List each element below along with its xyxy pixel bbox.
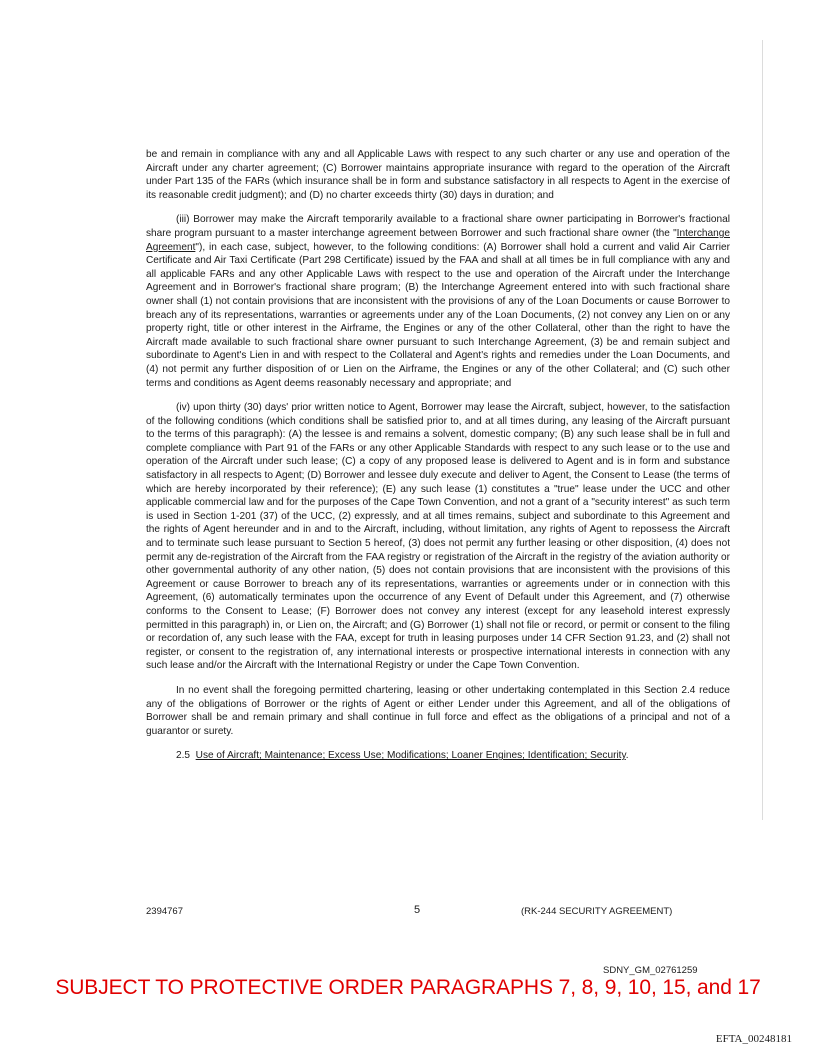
section-2-5-title: Use of Aircraft; Maintenance; Excess Use; Modifications; Loaner Engines; Identification; Security [195,750,626,762]
paragraph-no-event: In no event shall the foregoing permitted chartering, leasing or other undertaking contemplated in this Section 2.4 reduce any of the obligations of Borrower or the rights of Agent or either Lender under this Agreement, and all of the obligations of Borrower shall be and remain primary and shall continue in full force and effect as the obligations of a principal and not of a guarantor or surety. [146,684,730,737]
footer-doc-title: (RK-244 SECURITY AGREEMENT) [521,906,673,917]
bates-number: SDNY_GM_02761259 [603,965,698,976]
document-body [146,148,730,774]
protective-order-banner: SUBJECT TO PROTECTIVE ORDER PARAGRAPHS 7, 8, 9, 10, 15, and 17 [55,976,761,999]
section-2-5-heading [146,749,730,763]
footer-doc-number: 2394767 [146,906,183,917]
paragraph-item-iii [146,213,730,390]
defined-term-interchange-agreement: Interchange Agreement [146,227,730,253]
paragraph-item-iv: (iv) upon thirty (30) days' prior written notice to Agent, Borrower may lease the Aircraft, subject, however, to the satisfaction of the following conditions (which conditions shall be satisfied prior to, and at all times during, any leasing of the Aircraft pursuant to the terms of this paragraph): (A) the lessee is and remains a solvent, domestic company; (B) any such lease shall be in full and complete compliance with Part 91 of the FARs or any other Applicable Standards with respect to any such lease or to the use and operation of the Aircraft under such lease; (C) a copy of any proposed lease is delivered to Agent and is in form and substance satisfactory in all respects to Agent; (D) Borrower and lessee duly execute and deliver to Agent, the Consent to Lease (the terms of which are hereby incorporated by their reference); (E) any such lease (1) constitutes a "true" lease under the UCC and other applicable commercial law and for the purposes of the Cape Town Convention, and not a grant of a "security interest" as such term is used in Section 1-201 (37) of the UCC, (2) expressly, and at all times remains, subject and subordinate to this Agreement and the rights of Agent hereunder and in and to the Aircraft, including, without limitation, any rights of Agent to repossess the Aircraft and to terminate such lease pursuant to Section 5 hereof, (3) does not permit any further leasing or other disposition, (4) does not permit any de-registration of the Aircraft from the FAA registry or registration of the Aircraft in the registry of the aviation authority or other governmental authority of any other nation, (5) does not contain provisions that are inconsistent with the provisions of this Agreement or cause Borrower to breach any of its representations, warranties or agreements under or in connection with this Agreement, (6) automatically terminates upon the occurrence of any Event of Default under this Agreement, and (7) otherwise conforms to the Consent to Lease; (F) Borrower does not convey any interest (except for any leasehold interest expressly permitted in this paragraph) in, or Lien on, the Aircraft; and (G) Borrower (1) shall not file or record, or permit or consent to the filing or recordation of, any such lease with the FAA, except for truth in leasing purposes under 14 CFR Section 91.23, and (2) shall not register, or consent to the registration of, any international interests or prospective international interests in connection with any such lease and/or the Aircraft with the International Registry or under the Cape Town Convention. [146,402,730,672]
scan-edge-line [762,40,763,820]
efta-number: EFTA_00248181 [715,1033,792,1045]
paragraph-charter-continued: be and remain in compliance with any and all Applicable Laws with respect to any such charter or any use and operation of the Aircraft under any charter agreement; (C) Borrower maintains appropriate insurance with regard to the operation of the Aircraft under Part 135 of the FARs (which insurance shall be in form and substance satisfactory in all respects to Agent in the exercise of its reasonable credit judgment); and (D) no charter exceeds thirty (30) days in duration; and [146,149,730,201]
item-iii-text-before: (iii) Borrower may make the Aircraft temporarily available to a fractional share owner participating in Borrower's fractional share program pursuant to a master interchange agreement between Borrower and such fractional share owner (the " [146,214,730,239]
section-2-5-number: 2.5 [176,750,191,762]
footer-page-number: 5 [414,904,421,916]
item-iii-text-after: "), in each case, subject, however, to the following conditions: (A) Borrower shall hold a current and valid Air Carrier Certificate and Air Taxi Certificate (Part 298 Certificate) issued by the FAA and shall at all times be in full compliance with any and all applicable FARs and any other Applicable Laws with respect to the use and operation of the Aircraft under the Interchange Agreement and in Borrower's fractional share program; (B) the Interchange Agreement entered into with such fractional share owner shall (1) not contain provisions that are inconsistent with the provisions of any of the Loan Documents or cause Borrower to breach any of its representations, warranties or agreements under any of the Loan Documents, (2) not convey any Lien on or any property right, title or other interest in the Airframe, the Engines or any of the other Collateral, other than the right to have the Aircraft made available to such fractional share owner pursuant to such Interchange Agreement, (3) be and remain subject and subordinate to Agent's Lien in and with respect to the Collateral and Agent's rights and remedies under the Loan Documents, and (4) not permit any further disposition of or Lien on the Airframe, the Engines or any of the other Collateral; and (C) such other terms and conditions as Agent deems reasonably necessary and appropriate; and [146,241,730,389]
section-2-5-period: . [625,750,629,762]
